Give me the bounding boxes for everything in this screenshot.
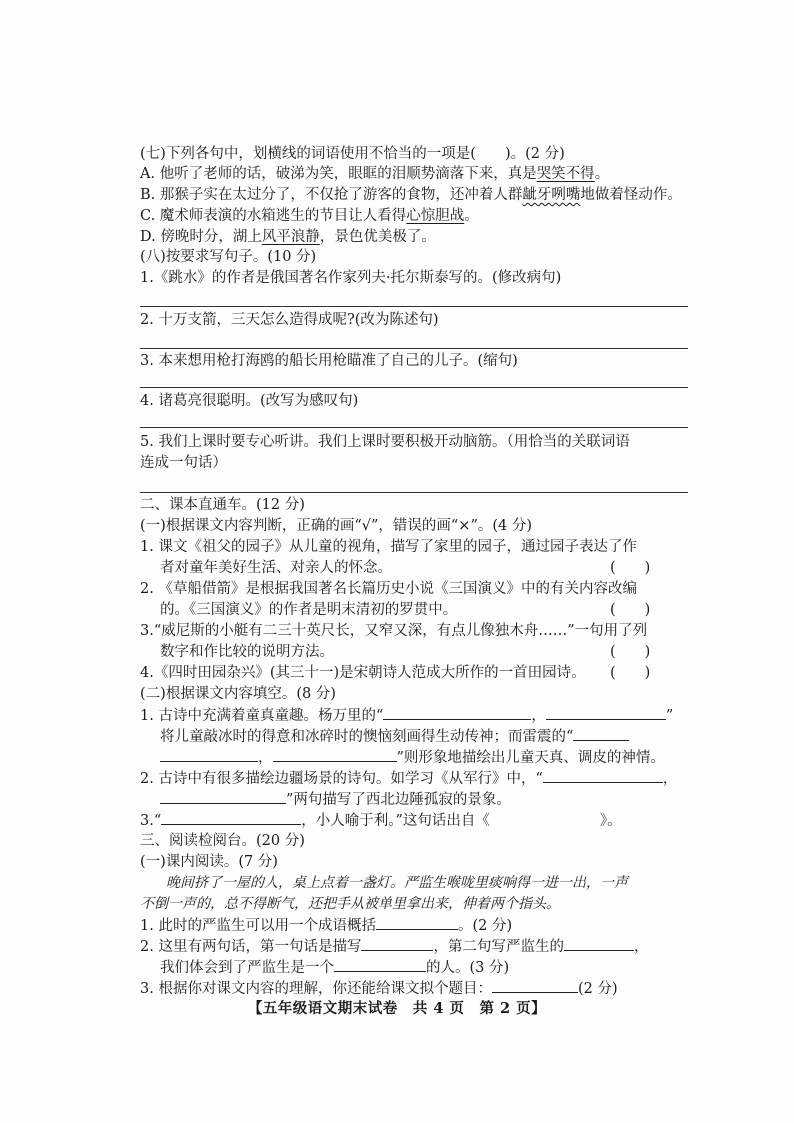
s7-d-text: D. 傍晚时分，湖上 [140, 229, 262, 245]
answer-line[interactable] [140, 306, 688, 307]
answer-paren[interactable]: ( ) [610, 644, 651, 660]
fill-1-comma: ， [531, 708, 546, 724]
fill-1-line3 [160, 747, 665, 768]
s8-q5-line2: 连成一句话） [140, 455, 227, 471]
fill-2-text: 2. 古诗中有很多描绘边疆场景的诗句。如学习《从军行》中，“ [140, 771, 543, 787]
part3-title: 三、阅读检阅台。(20 分) [140, 833, 305, 849]
fill-1-line1 [140, 705, 673, 726]
fill-1-line2 [160, 726, 629, 747]
answer-paren[interactable]: ( ) [610, 602, 651, 618]
answer-line[interactable] [140, 427, 688, 428]
reading-q1-score: 。(2 分) [457, 918, 513, 934]
s7-b-word: 龇牙咧嘴 [522, 187, 581, 203]
answer-paren[interactable]: ( ) [610, 665, 651, 681]
s7-option-c [140, 206, 479, 226]
fill-blank[interactable] [564, 936, 634, 951]
judge-3-line2: 数字和作比较的说明方法。 [160, 644, 334, 660]
fill-2-comma: ， [662, 771, 678, 787]
fill-blank[interactable] [573, 726, 629, 741]
s7-c-end: 。 [464, 208, 479, 224]
fill-blank[interactable] [383, 705, 531, 720]
fill-2-text2: ”两句描写了西北边陲孤寂的景象。 [286, 792, 511, 808]
reading-q1 [140, 915, 512, 936]
fill-blank[interactable] [361, 936, 433, 951]
s8-q5-line1: 5. 我们上课时要专心听讲。我们上课时要积极开动脑筋。（用恰当的关联词语 [140, 434, 630, 450]
fill-blank[interactable] [543, 768, 663, 783]
part3-sub1: (一)课内阅读。(7 分) [140, 854, 278, 870]
fill-1-text: 1. 古诗中充满着童真童趣。杨万里的“ [140, 708, 384, 724]
reading-q2-line2 [160, 957, 509, 978]
s7-b-end: 地做着怪动作。 [580, 187, 682, 203]
s7-d-end: ，景色优美极了。 [319, 229, 436, 245]
s7-a-word: 哭笑不得 [536, 166, 595, 182]
fill-blank[interactable] [273, 747, 397, 762]
s7-c-text: C. 魔术师表演的水箱逃生的节目让人看得 [140, 208, 407, 224]
judge-1-line1: 1. 课文《祖父的园子》从儿童的视角，描写了家里的园子，通过园子表达了作 [140, 539, 637, 555]
fill-blank[interactable] [546, 705, 666, 720]
fill-blank[interactable] [160, 747, 258, 762]
reading-q2-text: 2. 这里有两句话，第一句话是描写 [140, 939, 362, 955]
fill-3 [140, 810, 622, 831]
s7-a-end: 。 [594, 166, 610, 182]
answer-paren[interactable]: ( ) [610, 560, 651, 576]
reading-q2-text3: 我们体会到了严监生是一个 [160, 960, 334, 976]
fill-1-text2: 将儿童敲冰时的得意和冰碎时的懊恼刻画得生动传神；而雷震的“ [160, 729, 574, 745]
answer-line[interactable] [140, 492, 688, 493]
fill-3-quote: 3.“ [140, 813, 162, 829]
s8-title: (八)按要求写句子。(10 分) [140, 249, 317, 265]
s8-q1: 1.《跳水》的作者是俄国著名作家列夫·托尔斯泰写的。(修改病句) [140, 270, 562, 286]
fill-1-comma2: ， [258, 750, 273, 766]
judge-2-line1: 2. 《草船借箭》是根据我国著名长篇历史小说《三国演义》中的有关内容改编 [140, 581, 637, 597]
page-footer: 【五年级语文期末试卷 共 4 页 第 2 页】 [247, 1000, 547, 1017]
s7-b-text: B. 那猴子实在太过分了，不仅抢了游客的食物，还冲着人群 [140, 187, 523, 203]
passage-line2: 不倒一声的，总不得断气，还把手从被单里拿出来，伸着两个指头。 [140, 896, 560, 912]
judge-4: 4.《四时田园杂兴》(其三十一)是宋朝诗人范成大所作的一首田园诗。 [140, 665, 586, 681]
reading-q2-comma: ， [633, 939, 649, 955]
fill-2-line2 [160, 789, 511, 810]
reading-q3 [140, 978, 618, 999]
s7-option-b [140, 185, 682, 205]
reading-q2-line1 [140, 936, 648, 957]
judge-2-line2: 的。《三国演义》的作者是明末清初的罗贯中。 [160, 602, 458, 618]
reading-q3-score: (2 分) [577, 981, 618, 997]
s7-option-d [140, 227, 436, 247]
s7-a-text: A. 他听了老师的话，破涕为笑，眼眶的泪顺势滴落下来，真是 [140, 166, 537, 182]
s8-q4: 4. 诸葛亮很聪明。(改写为感叹句) [140, 393, 359, 409]
answer-line[interactable] [140, 387, 688, 388]
s7-option-a [140, 164, 609, 184]
fill-3-end: 》。 [599, 813, 622, 829]
fill-2-line1 [140, 768, 677, 789]
fill-blank[interactable] [160, 789, 286, 804]
answer-line[interactable] [140, 348, 688, 349]
reading-q1-text: 1. 此时的严监生可以用一个成语概括 [140, 918, 376, 934]
s8-q3: 3. 本来想用枪打海鸥的船长用枪瞄准了自己的儿子。(缩句) [140, 353, 518, 369]
fill-blank[interactable] [376, 915, 458, 930]
fill-1-text3: ”则形象地描绘出儿童天真、调皮的神情。 [396, 750, 665, 766]
judge-1-line2: 者对童年美好生活、对亲人的怀念。 [160, 560, 392, 576]
reading-q2-score: 的人。(3 分) [426, 960, 510, 976]
part2-sub2: (二)根据课文内容填空。(8 分) [140, 686, 336, 702]
s7-d-word: 风平浪静 [261, 229, 320, 245]
fill-3-text: ，小人喻于利。”这句话出自《 [301, 813, 490, 829]
s7-c-word: 心惊胆战 [406, 208, 465, 224]
passage-line1: 晚间挤了一屋的人，桌上点着一盏灯。严监生喉咙里痰响得一进一出，一声 [166, 875, 628, 891]
s8-q2: 2. 十万支箭，三天怎么造得成呢?(改为陈述句) [140, 312, 439, 328]
part2-sub1: (一)根据课文内容判断，正确的画“√”，错误的画“×”。(4 分) [140, 518, 533, 534]
part2-title: 二、课本直通车。(12 分) [140, 497, 305, 513]
reading-q3-text: 3. 根据你对课文内容的理解，你还能给课文拟个题目： [140, 981, 492, 997]
judge-3-line1: 3.“威尼斯的小艇有二三十英尺长，又窄又深，有点儿像独木舟……”一句用了列 [140, 623, 648, 639]
s7-title: (七)下列各句中，划横线的词语使用不恰当的一项是( )。(2 分) [140, 146, 565, 162]
fill-blank[interactable] [334, 957, 426, 972]
fill-blank[interactable] [161, 810, 301, 825]
fill-1-quote: ” [665, 708, 674, 724]
reading-q2-text2: ，第二句写严监生的 [433, 939, 564, 955]
fill-blank[interactable] [492, 978, 578, 993]
